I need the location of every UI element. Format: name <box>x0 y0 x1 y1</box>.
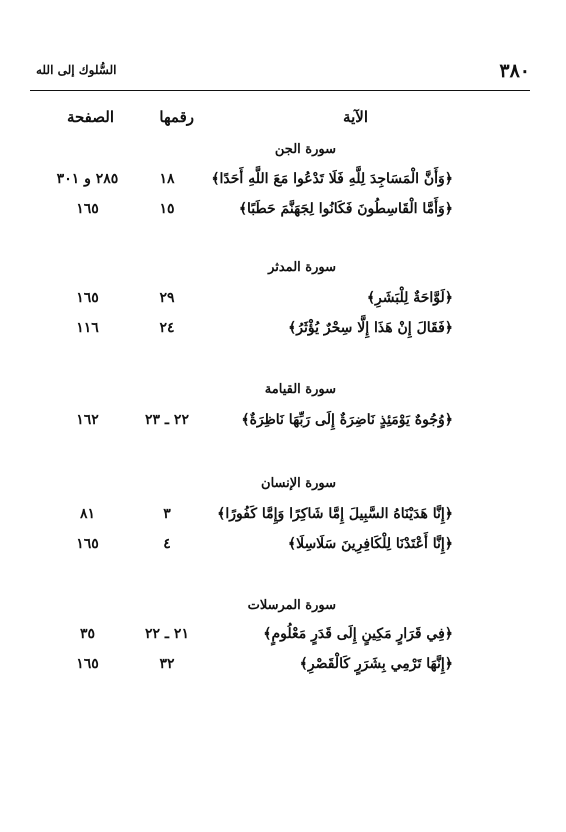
table-row <box>0 320 566 344</box>
table-row <box>0 626 566 650</box>
page-ref: ١٦٥ <box>76 536 99 552</box>
ayah-text: ﴿وَأَنَّ الْمَسَاجِدَ لِلَّهِ فَلَا تَدْعُوا مَعَ اللَّهِ أَحَدًا﴾ <box>211 171 453 187</box>
ayah-number: ٢٤ <box>159 320 175 336</box>
header-rule <box>30 90 530 91</box>
ayah-number: ٢١ ـ ٢٢ <box>145 626 189 642</box>
column-headers <box>0 108 566 134</box>
ayah-text: ﴿فَقَالَ إِنْ هَذَا إِلَّا سِحْرٌ يُؤْثَرُ﴾ <box>288 320 453 336</box>
ayah-number: ٢٩ <box>159 290 175 306</box>
table-row <box>0 290 566 314</box>
ayah-text: ﴿وَأَمَّا الْقَاسِطُونَ فَكَانُوا لِجَهَنَّمَ حَطَبًا﴾ <box>238 201 453 217</box>
surah-title: سورة الإنسان <box>261 476 336 491</box>
ayah-number: ٤ <box>163 536 171 552</box>
page-ref: ١٦٥ <box>76 201 99 217</box>
ayah-text: ﴿فِي قَرَارٍ مَكِينٍ إِلَى قَدَرٍ مَعْلُومٍ﴾ <box>263 626 453 642</box>
page-ref: ١٦٥ <box>76 290 99 306</box>
page-ref: ١٦٢ <box>76 412 99 428</box>
ayah-number: ٢٢ ـ ٢٣ <box>145 412 189 428</box>
page-ref: ١١٦ <box>76 320 99 336</box>
ayah-text: ﴿إِنَّا هَدَيْنَاهُ السَّبِيلَ إِمَّا شَاكِرًا وَإِمَّا كَفُورًا﴾ <box>217 506 453 522</box>
book-title: السُّلوك إلى الله <box>36 63 117 77</box>
table-row <box>0 506 566 530</box>
table-row <box>0 536 566 560</box>
table-row <box>0 171 566 195</box>
ayah-number: ١٨ <box>159 171 175 187</box>
ayah-number: ٣٢ <box>159 656 175 672</box>
ayah-text: ﴿لَوَّاحَةٌ لِلْبَشَرِ﴾ <box>366 290 453 306</box>
surah-title: سورة المرسلات <box>247 598 336 613</box>
page-ref: ٨١ <box>79 506 96 522</box>
ayah-text: ﴿وُجُوهٌ يَوْمَئِذٍ نَاضِرَةٌ إِلَى رَبِّهَا نَاظِرَةٌ﴾ <box>241 412 453 428</box>
page-ref: ١٦٥ <box>76 656 99 672</box>
surah-title: سورة الجن <box>274 142 336 157</box>
page-number: ٣٨٠ <box>499 60 530 82</box>
column-header-number: رقمها <box>159 108 194 126</box>
table-row <box>0 412 566 436</box>
page-ref: ٣٥ <box>79 626 96 642</box>
surah-title: سورة المدثر <box>268 260 336 275</box>
surah-title: سورة القيامة <box>264 382 336 397</box>
column-header-ayah: الآية <box>343 108 368 126</box>
ayah-text: ﴿إِنَّهَا تَرْمِي بِشَرَرٍ كَالْقَصْرِ﴾ <box>299 656 453 672</box>
ayah-number: ٣ <box>163 506 171 522</box>
ayah-text: ﴿إِنَّا أَعْتَدْنَا لِلْكَافِرِينَ سَلَاسِلَا﴾ <box>287 536 453 552</box>
column-header-page: الصفحة <box>66 108 114 126</box>
ayah-number: ١٥ <box>159 201 175 217</box>
table-row <box>0 656 566 680</box>
running-head <box>36 60 530 86</box>
page-ref: ٢٨٥ و ٣٠١ <box>56 171 119 187</box>
table-row <box>0 201 566 225</box>
